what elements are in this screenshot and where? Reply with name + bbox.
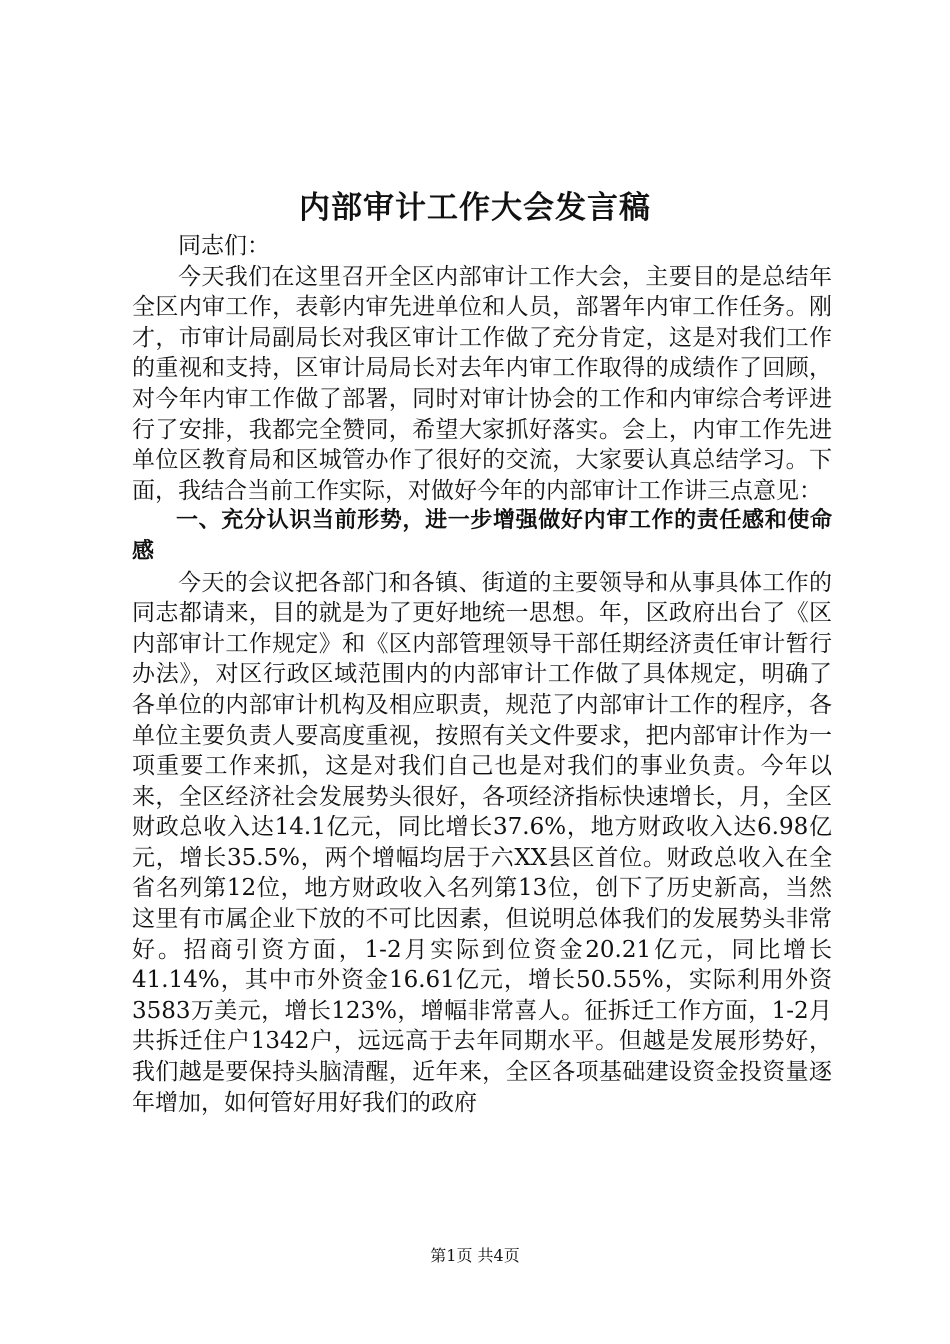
paragraph-intro: 今天我们在这里召开全区内部审计工作大会，主要目的是总结年全区内审工作，表彰内审先进单位和人员，部署年内审工作任务。刚才，市审计局副局长对我区审计工作做了充分肯定，这是对我们工作的重视和支持，区审计局局长对去年内审工作取得的成绩作了回顾，对今年内审工作做了部署，同时对审计协会的工作和内审综合考评进行了安排，我都完全赞同，希望大家抓好落实。会上，内审工作先进单位区教育局和区城管办作了很好的交流，大家要认真总结学习。下面，我结合当前工作实际，对做好今年的内部审计工作讲三点意见： bbox=[132, 263, 832, 504]
page-footer: 第1页 共4页 bbox=[430, 1246, 520, 1265]
section-heading-1: 一、充分认识当前形势，进一步增强做好内审工作的责任感和使命感 bbox=[132, 508, 832, 564]
document-body bbox=[132, 231, 832, 1118]
salutation: 同志们： bbox=[178, 233, 270, 259]
document-title: 内部审计工作大会发言稿 bbox=[299, 190, 651, 226]
paragraph-section-1: 今天的会议把各部门和各镇、街道的主要领导和从事具体工作的同志都请来，目的就是为了更好地统一思想。年，区政府出台了《区内部审计工作规定》和《区内部管理领导干部任期经济责任审计暂行办法》，对区行政区域范围内的内部审计工作做了具体规定，明确了各单位的内部审计机构及相应职责，规范了内部审计工作的程序，各单位主要负责人要高度重视，按照有关文件要求，把内部审计作为一项重要工作来抓，这是对我们自己也是对我们的事业负责。今年以来，全区经济社会发展势头很好，各项经济指标快速增长，月，全区财政总收入达14.1亿元，同比增长37.6%，地方财政收入达6.98亿元，增长35.5%，两个增幅均居于六XX县区首位。财政总收入在全省名列第12位，地方财政收入名列第13位，创下了历史新高，当然这里有市属企业下放的不可比因素，但说明总体我们的发展势头非常好。招商引资方面，1-2月实际到位资金20.21亿元，同比增长41.14%，其中市外资金16.61亿元，增长50.55%，实际利用外资3583万美元，增长123%，增幅非常喜人。征拆迁工作方面，1-2月共拆迁住户1342户，远远高于去年同期水平。但越是发展形势好，我们越是要保持头脑清醒，近年来，全区各项基础建设资金投资量逐年增加，如何管好用好我们的政府 bbox=[132, 569, 832, 1116]
